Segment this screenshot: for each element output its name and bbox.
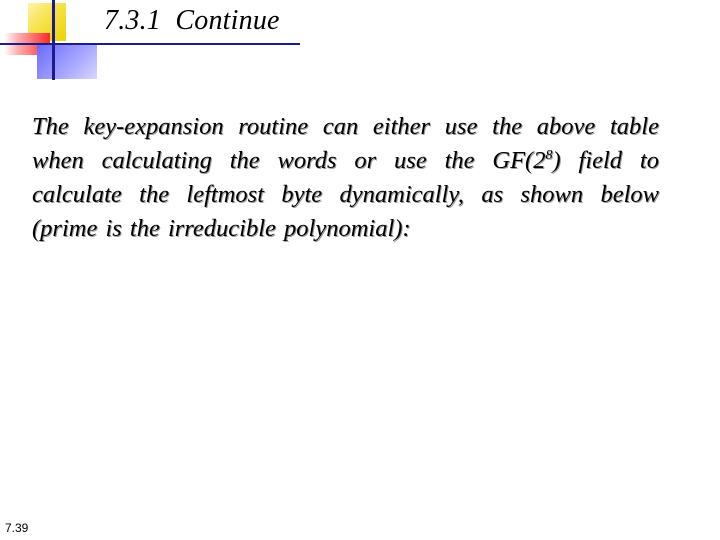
- body-text-part-2: ) field to calculate the leftmost byte dynamically, as shown below (prime is the irreducible polynomial):: [32, 147, 659, 242]
- decor-blue-square: [37, 45, 97, 79]
- body-superscript: 8: [545, 148, 553, 163]
- slide-title: 7.3.1 Continue: [104, 5, 280, 36]
- slide-number: 7.39: [5, 521, 29, 535]
- decor-vertical-line: [52, 0, 55, 80]
- body-text-part-1: The key-expansion routine can either use the above table when calculating the words or use the GF(2: [32, 113, 659, 174]
- decor-horizontal-line: [0, 43, 300, 45]
- slide-body-text: [32, 110, 659, 246]
